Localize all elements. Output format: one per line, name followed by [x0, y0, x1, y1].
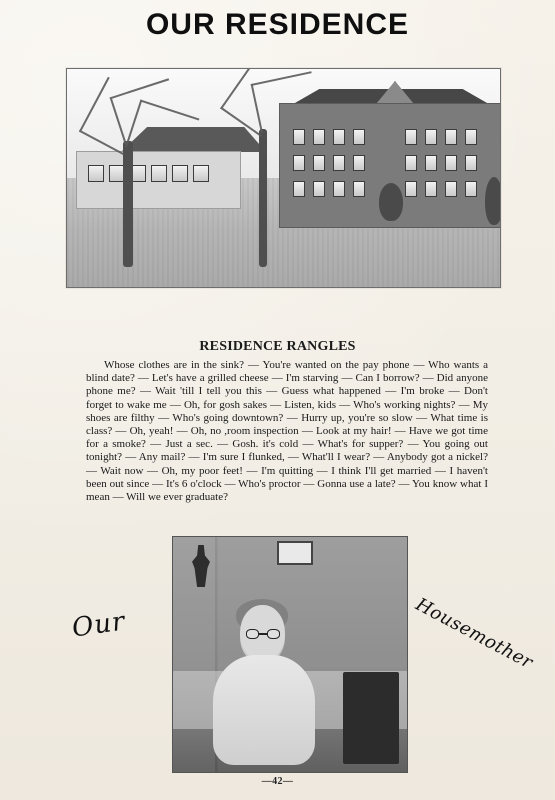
residence-rangles-text: Whose clothes are in the sink? — You're wanted on the pay phone — Who wants a blind date? — Let's have a grilled cheese — I'm starving — Can I borrow? — Did anyone phone me? — Wait 'till I tell you this — Guess what happened — I'm broke — Don't forget to wake me — Oh, for gosh sakes — Listen, kids — Who's working nights? — My shoes are filthy — Who's going downtown? — Hurry up, you're so slow — What time is class? — Oh, yeah! — Oh, no ,room inspection — Look at my hair! — Have we got time for a smoke? — Just a sec. — Gosh. it's cold — What's for supper? — You going out tonight? — Any mail? — I'm sure I flunked, — What'll I wear? — Anybody got a nickel? — Wait now — Oh, my poor feet! — I'm quitting — I think I'll get married — I haven't been out since — It's 6 o'clock — Who's proctor — Gonna use a late? — You know what I mean — Will we ever graduate? — [86, 359, 488, 504]
shrub — [379, 183, 403, 221]
tree-trunk — [259, 129, 267, 267]
tree-trunk — [123, 141, 133, 267]
glasses-lens-right — [267, 629, 280, 639]
housemother-body — [213, 655, 315, 765]
our-caption: Our — [70, 606, 128, 644]
wall-sign — [277, 541, 313, 565]
page-title: OUR RESIDENCE — [145, 8, 410, 41]
page-number: —42— — [261, 776, 294, 787]
tree-branches — [125, 99, 199, 166]
glasses-icon — [246, 629, 280, 639]
side-table — [343, 672, 399, 764]
trees — [67, 69, 500, 287]
section-heading: RESIDENCE RANGLES — [199, 339, 356, 354]
glasses-bridge — [259, 633, 267, 635]
shrub — [485, 177, 501, 225]
residence-building-photo — [66, 68, 501, 288]
housemother-caption: Housemother — [412, 594, 537, 674]
glasses-lens-left — [246, 629, 259, 639]
housemother-photo — [172, 536, 408, 773]
